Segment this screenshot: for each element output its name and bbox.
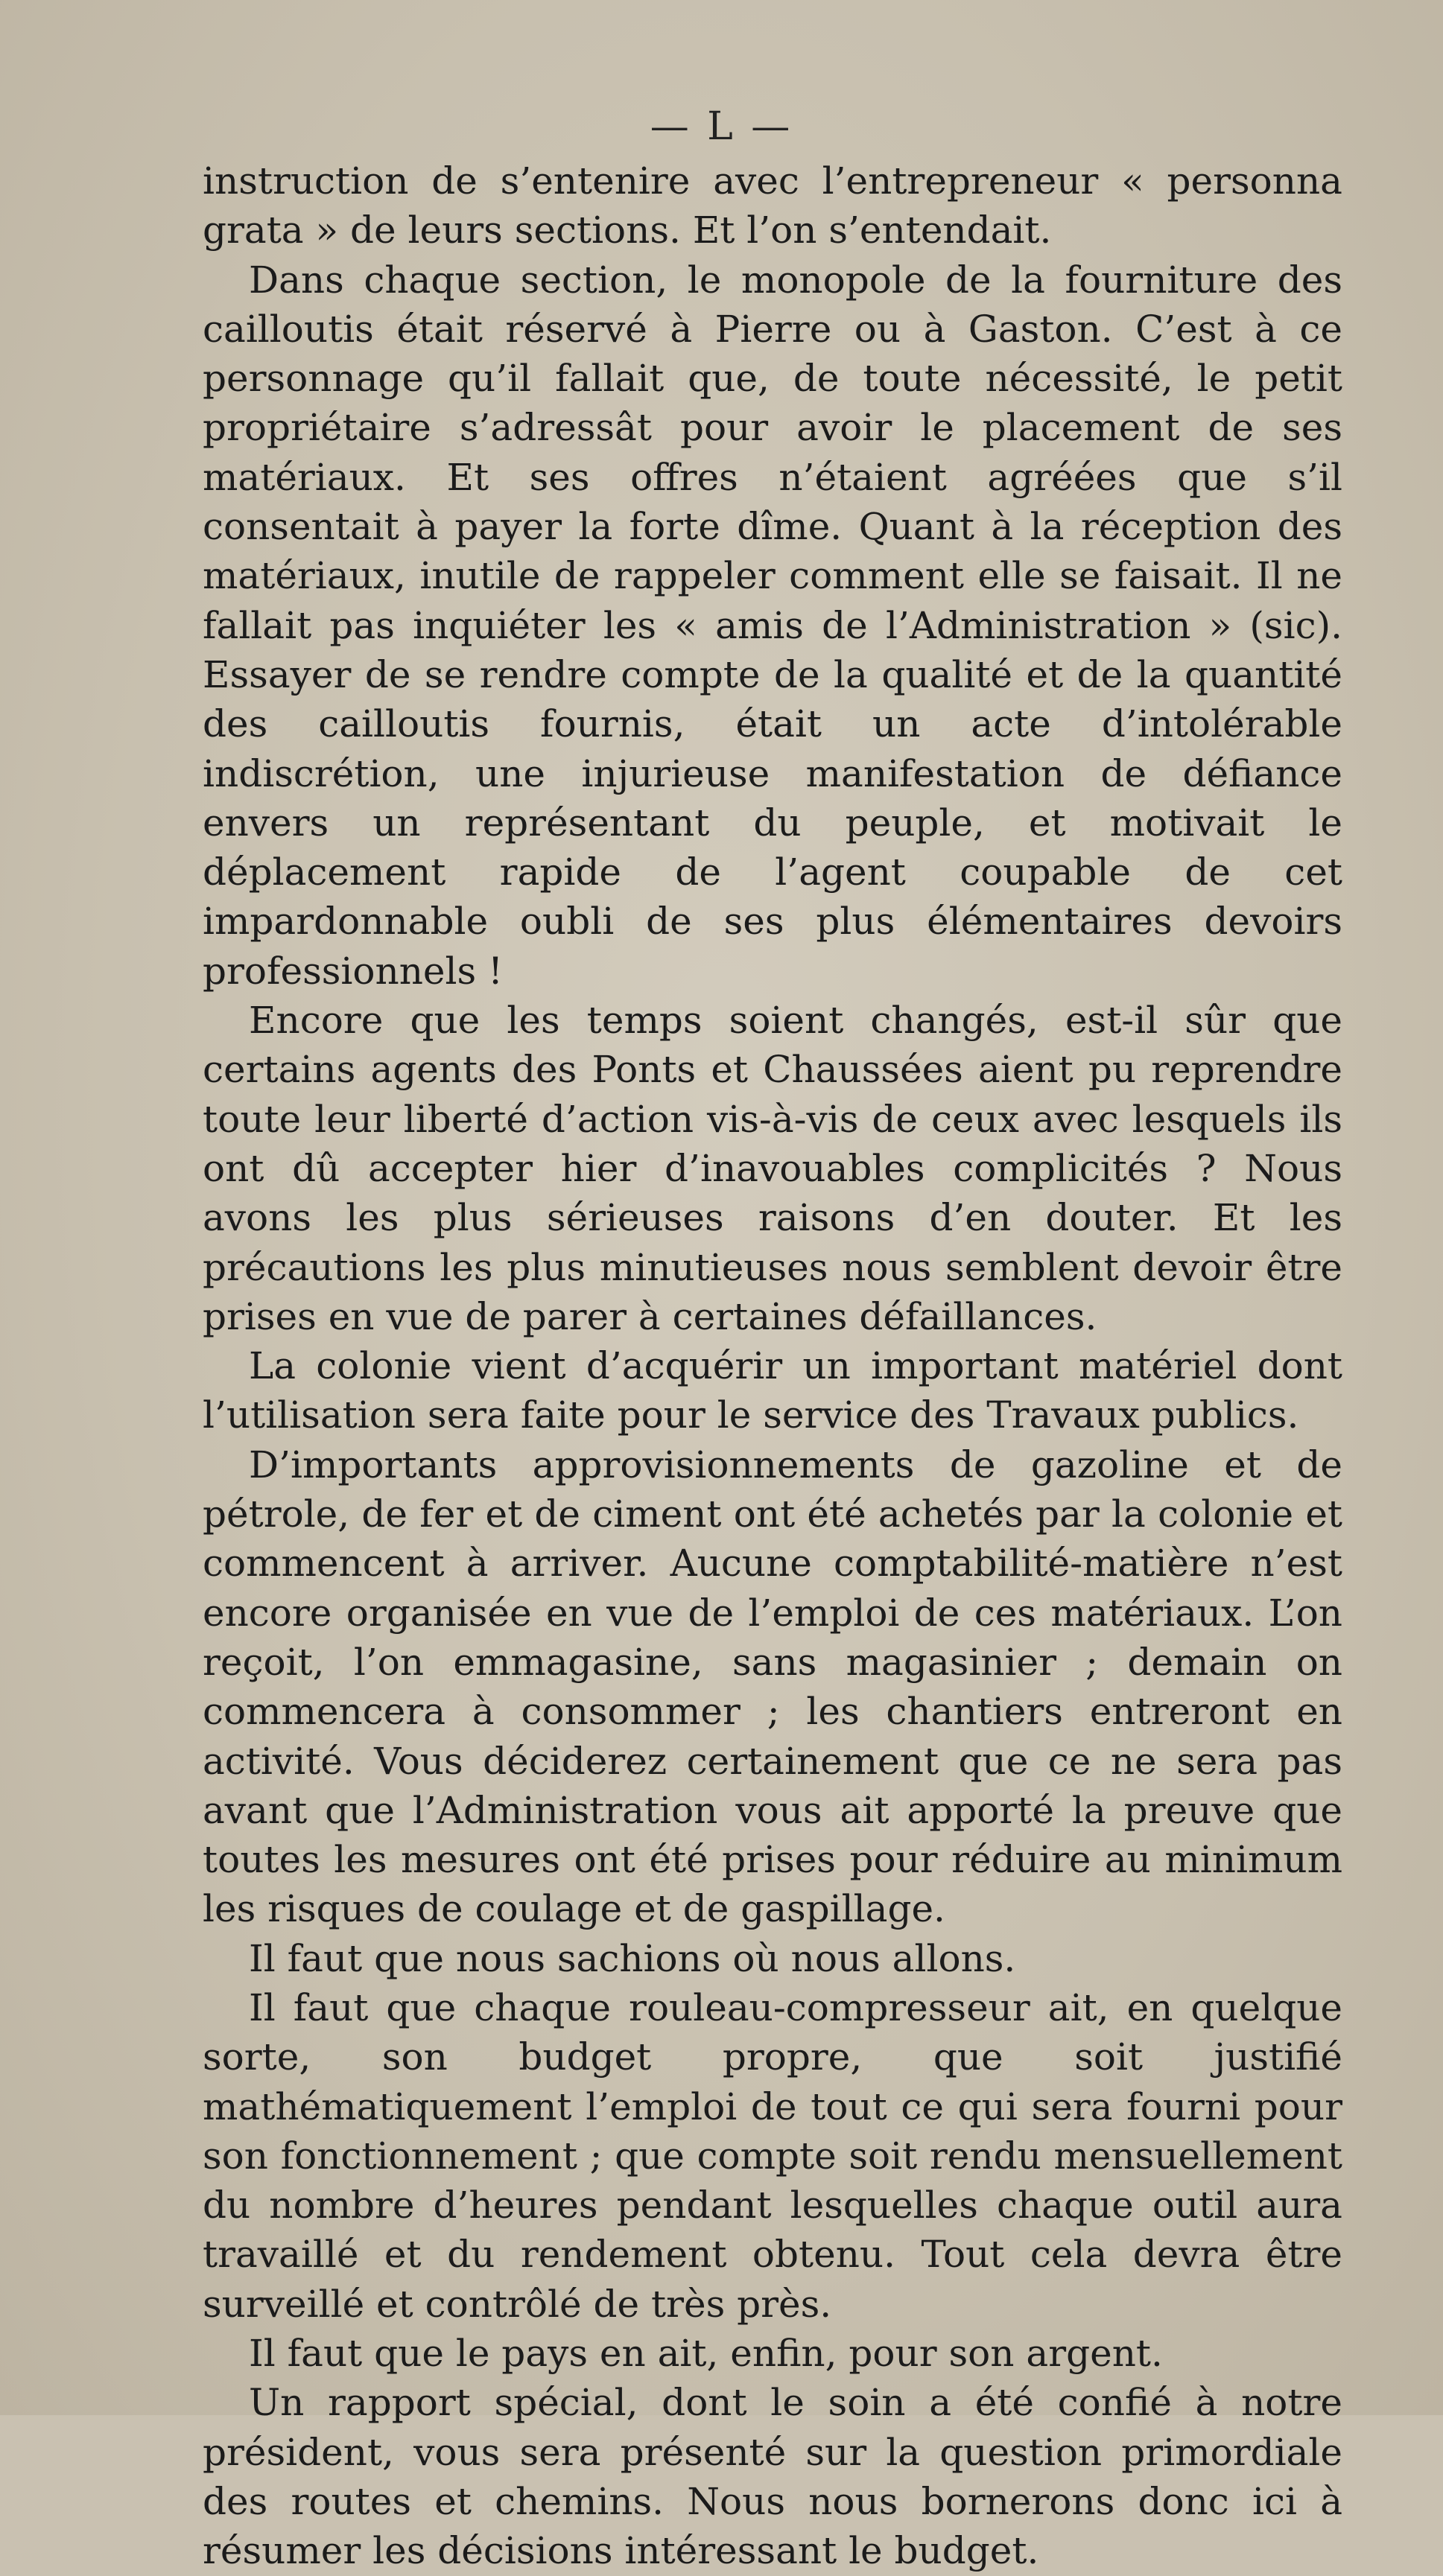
paragraph-4: La colonie vient d’acquérir un important matériel dont l’utilisation sera faite pour le service des Travaux publics. <box>203 1344 1342 1437</box>
paragraph-2: Dans chaque section, le monopole de la fourniture des cailloutis était réservé à Pierre ou à Gaston. C’est à ce personnage qu’il fallait que, de toute nécessité, le petit propriétaire s’adressât pour avoir le placement de ses matériaux. Et ses offres n’étaient agréées que s’il consentait à payer la forte dîme. Quant à la réception des matériaux, inutile de rappeler comment elle se faisait. Il ne fallait pas inquiéter les « amis de l’Administration » (sic). Essayer de se rendre compte de la qualité et de la quantité des cailloutis fournis, était un acte d’intolérable indiscrétion, une injurieuse manifestation de défiance envers un représentant du peuple, et motivait le déplacement rapide de l’agent coupable de cet impardonnable oubli de ses plus élémentaires devoirs professionnels ! <box>203 258 1342 993</box>
paragraph-7: Il faut que chaque rouleau-compresseur ait, en quelque sorte, son budget propre, que soit justifié mathématiquement l’emploi de tout ce qui sera fourni pour son fonctionnement ; que compte soit rendu mensuellement du nombre d’heures pendant lesquelles chaque outil aura travaillé et du rendement obtenu. Tout cela devra être surveillé et contrôlé de très près. <box>203 1985 1342 2326</box>
paragraph-8: Il faut que le pays en ait, enfin, pour son argent. <box>249 2332 1163 2376</box>
paragraph-6: Il faut que nous sachions où nous allons. <box>249 1936 1016 1980</box>
paragraph-3: Encore que les temps soient changés, est-il sûr que certains agents des Ponts et Chaussées aient pu reprendre toute leur liberté d’action vis-à-vis de ceux avec lesquels ils ont dû accepter hier d’inavouables complicités ? Nous avons les plus sérieuses raisons d’en douter. Et les précautions les plus minutieuses nous semblent devoir être prises en vue de parer à certaines défaillances. <box>203 999 1342 1338</box>
paragraph-5: D’importants approvisionnements de gazoline et de pétrole, de fer et de ciment ont été achetés par la colonie et commencent à arriver. Aucune comptabilité-matière n’est encore organisée en vue de l’emploi de ces matériaux. L’on reçoit, l’on emmagasine, sans magasinier ; demain on commencera à consommer ; les chantiers entreront en activité. Vous déciderez certainement que ce ne sera pas avant que l’Administration vous ait apporté la preuve que toutes les mesures ont été prises pour réduire au minimum les risques de coulage et de gaspillage. <box>203 1443 1342 1931</box>
paragraph-1: instruction de s’entenire avec l’entrepreneur « personna grata » de leurs sections. Et l’on s’entendait. <box>203 159 1342 252</box>
paragraph-9: Un rapport spécial, dont le soin a été confié à notre président, vous sera présenté sur la question primordiale des routes et chemins. Nous nous bornerons donc ici à résumer les décisions intéressant le budget. <box>203 2381 1342 2573</box>
page-number: — L — <box>650 104 793 149</box>
body-text <box>203 156 1342 2576</box>
